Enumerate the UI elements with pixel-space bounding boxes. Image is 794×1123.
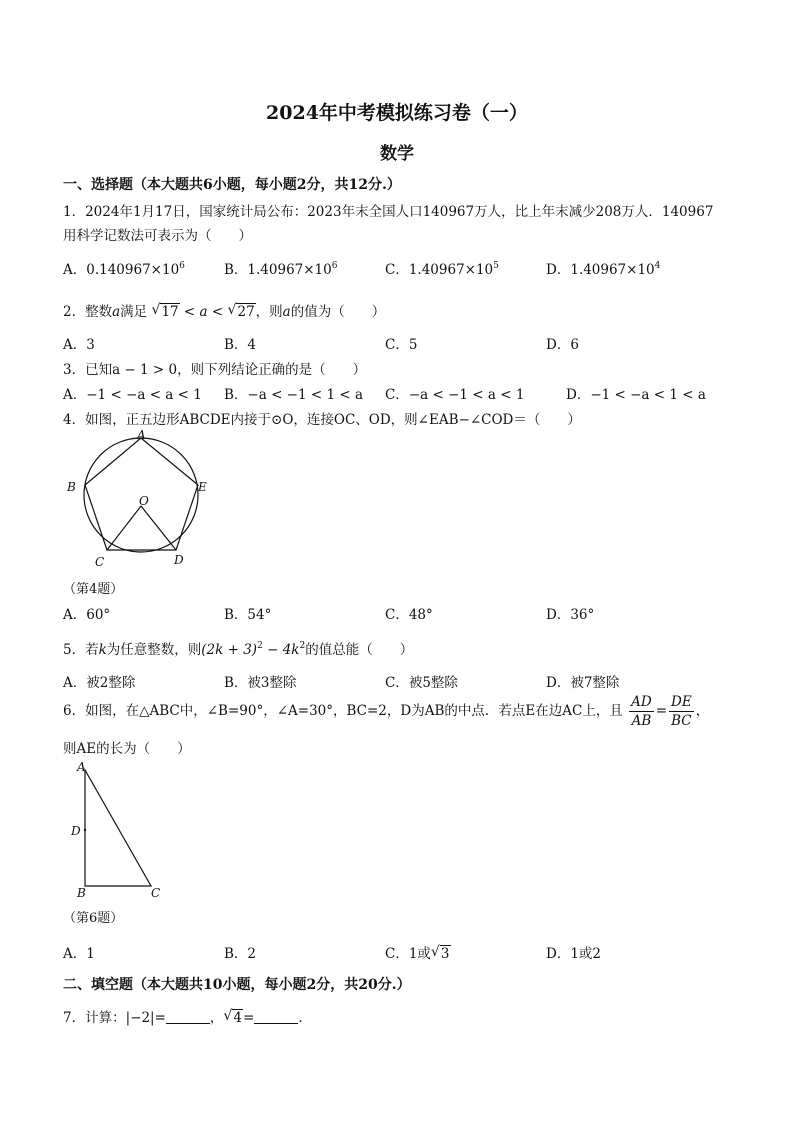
segment-oc [107,506,141,550]
q5-option-d[interactable]: D．被7整除 [546,675,620,691]
q1-option-a[interactable]: A．$0.140967\times 10^6$ [63,261,185,278]
q1-option-c[interactable]: C．$1.40967\times 10^5$ [385,261,499,278]
label-d: D [71,824,81,838]
q3-option-b[interactable]: B．−a < −1 < 1 < a [224,387,364,403]
q2-option-a[interactable]: A．3 [63,337,95,353]
q3-option-c[interactable]: C．−a < −1 < a < 1 [385,387,525,403]
q1-line1: 1．2024年1月17日，国家统计局公布：2023年末全国人口140967万人，比上年末减少208万人．140967 [63,204,714,220]
q1-option-d[interactable]: D．$1.40967\times 10^4$ [546,261,661,278]
q1-line2: 用科学记数法可表示为（ ） [63,228,252,244]
sqrt-3: √ 3 [430,944,450,962]
q4-option-d[interactable]: D．36° [546,607,595,623]
fraction-de-bc: $\frac{DE}{BC}$ [671,694,692,729]
q4-stem: 4．如图，正五边形ABCDE内接于⊙O，连接OC、OD，则∠EAB−∠COD＝（ ） [63,412,581,428]
q6-line2: 则AE的长为（ ） [63,741,191,757]
q2-option-c[interactable]: C．5 [385,337,418,353]
q6-triangle-figure [63,758,173,903]
q6-stem: 6．如图，在△ABC中，∠B=90°，∠A=30°，BC=2，D为AB的中点．若点E在边AC上，且 $\frac{AD}{AB}$ = $\frac{DE}{BC}$ ， [63,694,710,729]
q2-stem: 2．整数a满足 √ 17 < a < √ 27，则a的值为（ ） [63,302,386,320]
page-title: 2024年中考模拟练习卷（一） [266,102,528,124]
q6-option-c[interactable]: C．1或 √ 3 [385,944,450,962]
sqrt-17: √ 17 [151,302,179,320]
section-heading-fill: 二、填空题（本大题共10小题，每小题2分，共20分.） [63,977,411,993]
q1-option-b[interactable]: B．$1.40967\times 10^6$ [224,261,338,278]
q2-option-b[interactable]: B．4 [224,337,257,353]
label-e: E [198,480,207,494]
section-heading-choice: 一、选择题（本大题共6小题，每小题2分，共12分.） [63,177,401,193]
label-b: B [67,480,76,494]
label-c: C [95,555,105,569]
q6-option-a[interactable]: A．1 [63,946,95,962]
q7-blank-1[interactable] [166,1010,210,1024]
subject-title: 数学 [380,144,414,164]
sqrt-27: √ 27 [227,302,255,320]
point-d [84,829,86,831]
q5-option-a[interactable]: A．被2整除 [63,675,136,691]
q6-option-d[interactable]: D．1或2 [546,946,602,962]
segment-od [141,506,176,550]
q4-pentagon-figure [63,428,223,573]
fraction-ad-ab: $\frac{AD}{AB}$ [631,694,652,729]
q6-caption: （第6题） [63,911,124,926]
label-a: A [77,760,86,774]
q7-blank-2[interactable] [254,1010,298,1024]
q4-option-c[interactable]: C．48° [385,607,433,623]
q7-stem: 7．计算：|−2|= ， √ 4= . [63,1008,303,1026]
q5-stem: 5．若k为任意整数，则$(2k + 3)^2 - 4k^2$的值总能（ ） [63,641,414,658]
q3-option-a[interactable]: A．−1 < −a < a < 1 [63,387,202,403]
q5-option-c[interactable]: C．被5整除 [385,675,458,691]
q6-option-b[interactable]: B．2 [224,946,257,962]
q4-option-a[interactable]: A．60° [63,607,111,623]
q5-option-b[interactable]: B．被3整除 [224,675,297,691]
q4-option-b[interactable]: B．54° [224,607,272,623]
q2-option-d[interactable]: D．6 [546,337,579,353]
q3-option-d[interactable]: D．−1 < −a < 1 < a [566,387,706,403]
triangle-abc [85,770,151,886]
label-d: D [174,553,184,567]
sqrt-4: √ 4 [223,1008,242,1026]
label-b: B [77,886,86,900]
label-a: A [137,428,146,442]
q3-stem: 3．已知a − 1 > 0，则下列结论正确的是（ ） [63,362,367,378]
label-c: C [151,886,161,900]
q4-caption: （第4题） [63,582,124,597]
label-o: O [139,494,149,508]
